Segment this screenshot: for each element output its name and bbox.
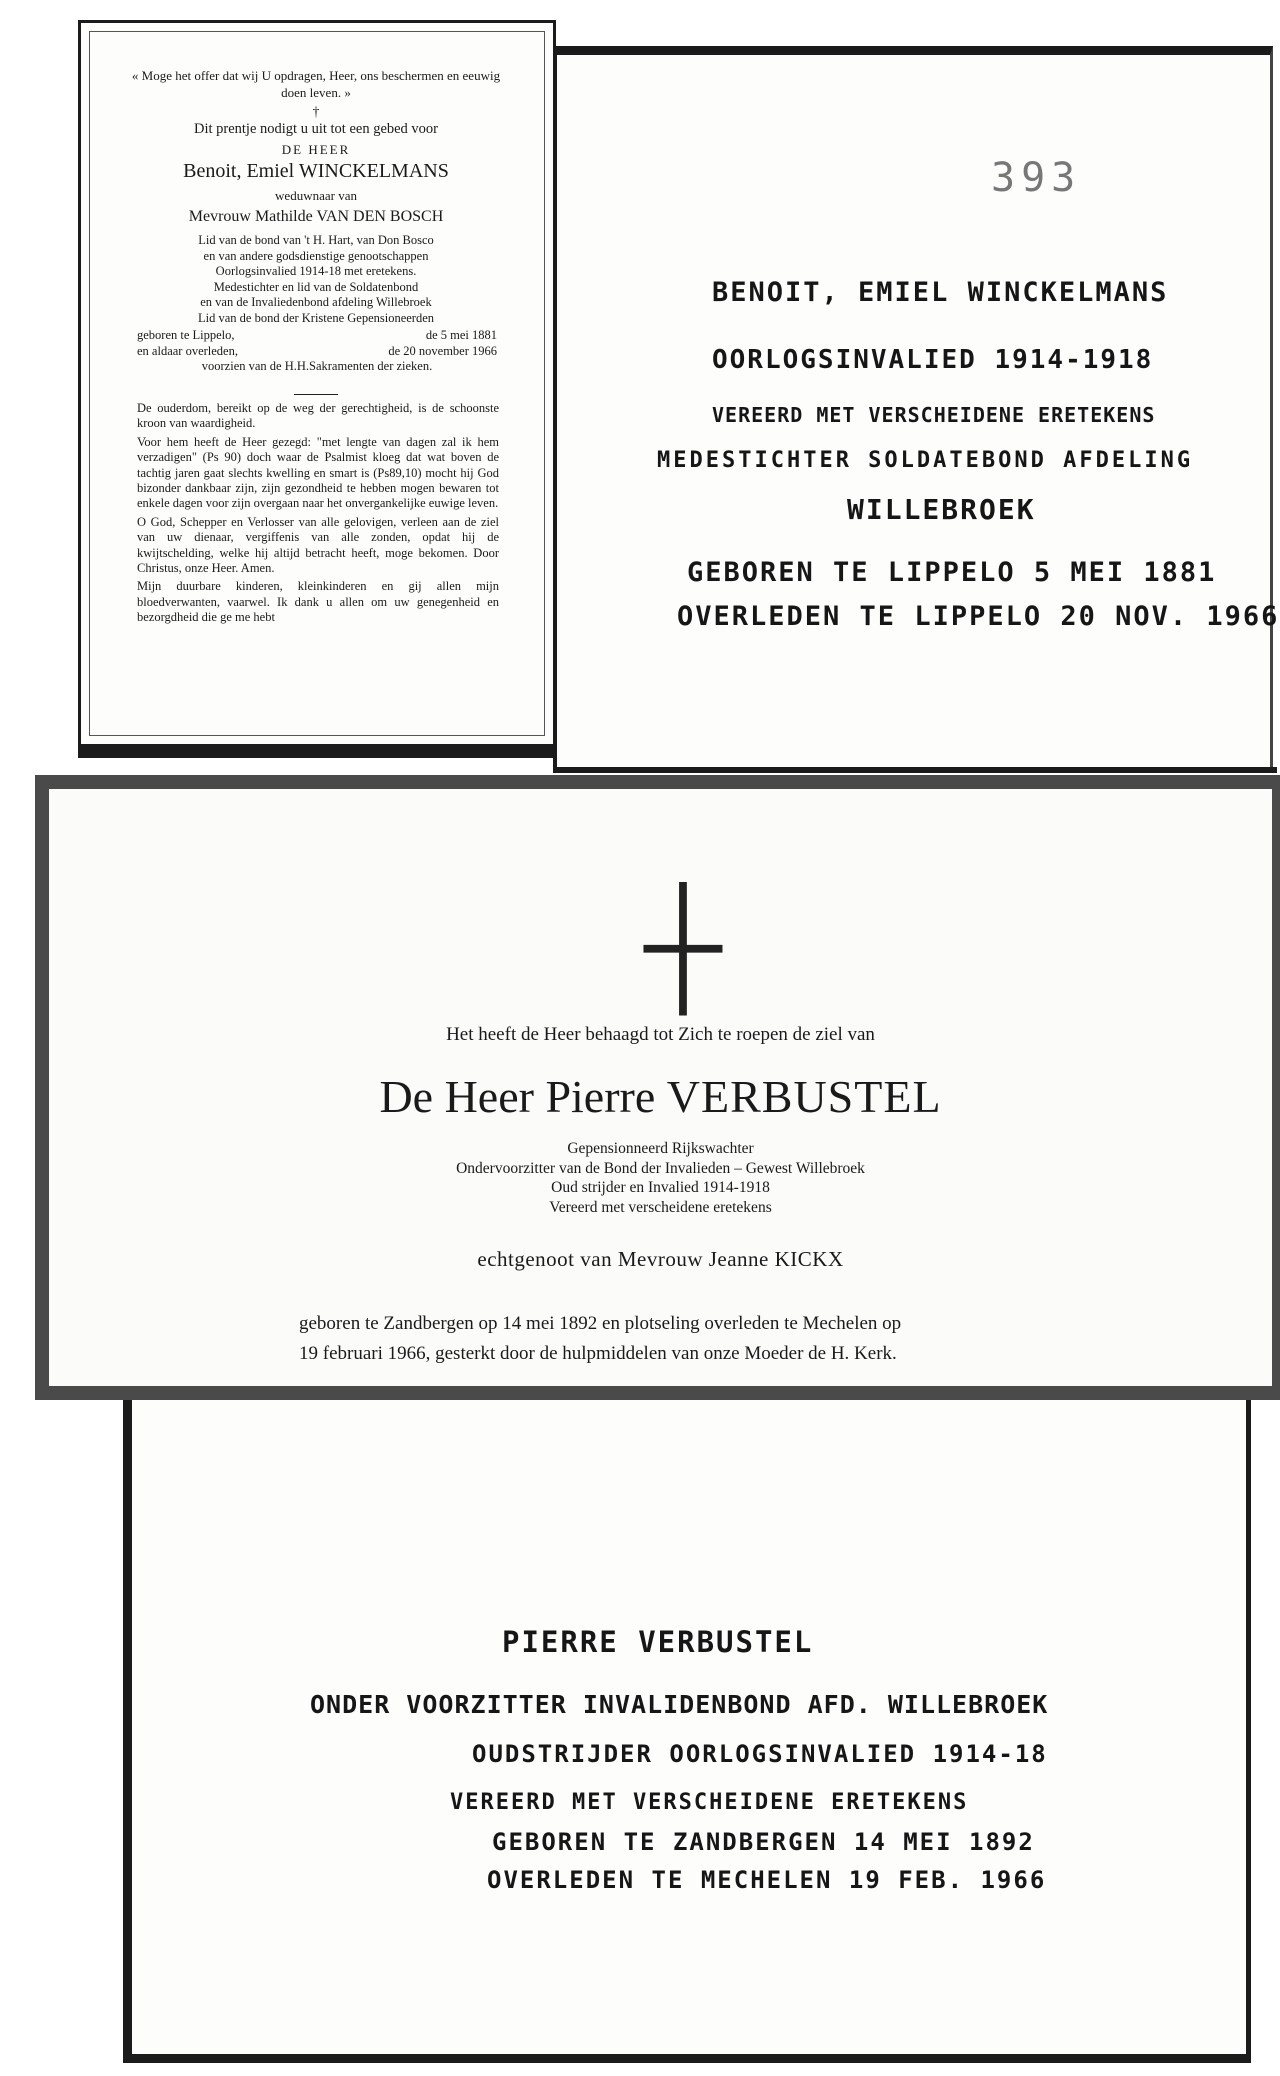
handwritten-line: OVERLEDEN TE MECHELEN 19 FEB. 1966 [487, 1866, 1047, 1894]
death-date: de 20 november 1966 [388, 343, 497, 358]
membership-details [121, 233, 511, 326]
name-prefix: De Heer Pierre [379, 1071, 656, 1122]
surname: VERBUSTEL [666, 1071, 942, 1122]
birth-death-block [137, 328, 497, 375]
handwritten-line: OUDSTRIJDER OORLOGSINVALIED 1914-18 [472, 1740, 1048, 1768]
bottom-rule [553, 767, 1277, 773]
prayer-text [137, 401, 499, 626]
handwritten-line: ONDER VOORZITTER INVALIDENBOND AFD. WILLEBROEK [310, 1690, 1049, 1719]
intro-line: Dit prentje nodigt u uit tot een gebed voor [193, 121, 439, 137]
handwritten-line: WILLEBROEK [847, 493, 1036, 526]
memorial-card-verbustel-print [35, 775, 1280, 1400]
dates-line: 19 februari 1966, gesterkt door de hulpmiddelen van onze Moeder de H. Kerk. [299, 1343, 897, 1364]
intro-line: Het heeft de Heer behaagd tot Zich te roepen de ziel van [446, 1024, 875, 1045]
memorial-card-verbustel-handwritten [123, 1400, 1251, 2063]
death-place: en aldaar overleden, [137, 343, 238, 358]
archive-number: 393 [991, 155, 1082, 201]
detail-line: Lid van de bond van 't H. Hart, van Don Bosco [198, 233, 434, 247]
opening-quote: « Moge het offer dat wij U opdragen, Heer, ons beschermen en eeuwig doen leven. » [131, 68, 501, 100]
detail-line: en van de Invaliedenbond afdeling Willebroek [200, 295, 432, 309]
section-divider [294, 394, 338, 395]
prayer-paragraph: O God, Schepper en Verlosser van alle gelovigen, verleen aan de ziel van uw dienaar, vergiffenis van alle zonden, opdat hij de kwijtschelding, welke hij altijd betracht heeft, moge bekomen. Door Christus, onze Heer. Amen. [137, 514, 499, 576]
death-line [137, 344, 497, 360]
birth-place: geboren te Lippelo, [137, 328, 235, 342]
spouse-name: Mevrouw Mathilde VAN DEN BOSCH [188, 208, 444, 225]
deceased-name: Benoit, Emiel WINCKELMANS [183, 160, 449, 182]
handwritten-line: GEBOREN TE LIPPELO 5 MEI 1881 [687, 557, 1217, 588]
sacraments-line: voorzien van de H.H.Sakramenten der zieken. [201, 359, 433, 373]
title-de-heer: DE HEER [281, 142, 351, 157]
handwritten-line: OORLOGSINVALIED 1914-1918 [712, 345, 1154, 375]
dates-line: geboren te Zandbergen op 14 mei 1892 en plotseling overleden te Mechelen op [299, 1313, 902, 1334]
handwritten-line: MEDESTICHTER SOLDATEBOND AFDELING [657, 448, 1194, 473]
title-line: Oud strijder en Invalied 1914-1918 [551, 1179, 770, 1196]
prayer-paragraph: De ouderdom, bereikt op de weg der gerechtigheid, is de schoonste kroon van waardigheid. [137, 401, 499, 431]
handwritten-line: VEREERD MET VERSCHEIDENE ERETEKENS [450, 1790, 969, 1815]
memorial-card-winckelmans-handwritten [553, 46, 1280, 771]
detail-line: Oorlogsinvalied 1914-18 met eretekens. [215, 264, 417, 278]
handwritten-line: VEREERD MET VERSCHEIDENE ERETEKENS [712, 403, 1156, 427]
handwritten-line: PIERRE VERBUSTEL [502, 1625, 814, 1659]
birth-date: de 5 mei 1881 [425, 328, 497, 342]
memorial-card-winckelmans-print [78, 20, 556, 758]
title-line: Vereerd met verscheidene eretekens [549, 1198, 772, 1216]
handwritten-line: BENOIT, EMIEL WINCKELMANS [712, 277, 1169, 308]
birth-line [137, 328, 497, 344]
spouse-line: echtgenoot van Mevrouw Jeanne KICKX [477, 1247, 844, 1271]
detail-line: Medestichter en lid van de Soldatenbond [213, 279, 419, 294]
handwritten-line: GEBOREN TE ZANDBERGEN 14 MEI 1892 [492, 1828, 1035, 1856]
cross-symbol: † [312, 104, 320, 119]
relation-line: weduwnaar van [275, 188, 357, 203]
detail-line: Lid van de bond der Kristene Gepensioneerden [197, 310, 435, 325]
prayer-paragraph: Voor hem heeft de Heer gezegd: "met lengte van dagen zal ik hem verzadigen" (Ps 90) doch waar de Psalmist kloeg dat wat boven de tachtig jaren gaat slechts kwelling en smart is (Ps89,10) mocht hij God bizonder dankbaar zijn, zijn gezondheid te hebben mogen bewaren tot enkele dagen voor zijn overgaan naar het onvergankelijke euwige leven. [137, 434, 499, 511]
detail-line: en van andere godsdienstige genootschappen [203, 248, 429, 263]
title-line: Gepensionneerd Rijkswachter [567, 1140, 754, 1157]
deceased-name [49, 1069, 1272, 1125]
prayer-paragraph: Mijn duurbare kinderen, kleinkinderen en gij allen mijn bloedverwanten, vaarwel. Ik dank u allen om uw genegenheid en bezorgdheid die ge me hebt [137, 579, 499, 625]
cross-glyph: ┼ [644, 880, 722, 1008]
title-line: Ondervoorzitter van de Bond der Invalieden – Gewest Willebroek [456, 1159, 865, 1177]
dates-block [299, 1309, 901, 1369]
titles-block [49, 1139, 1272, 1217]
handwritten-line: OVERLEDEN TE LIPPELO 20 NOV. 1966 [677, 601, 1280, 632]
